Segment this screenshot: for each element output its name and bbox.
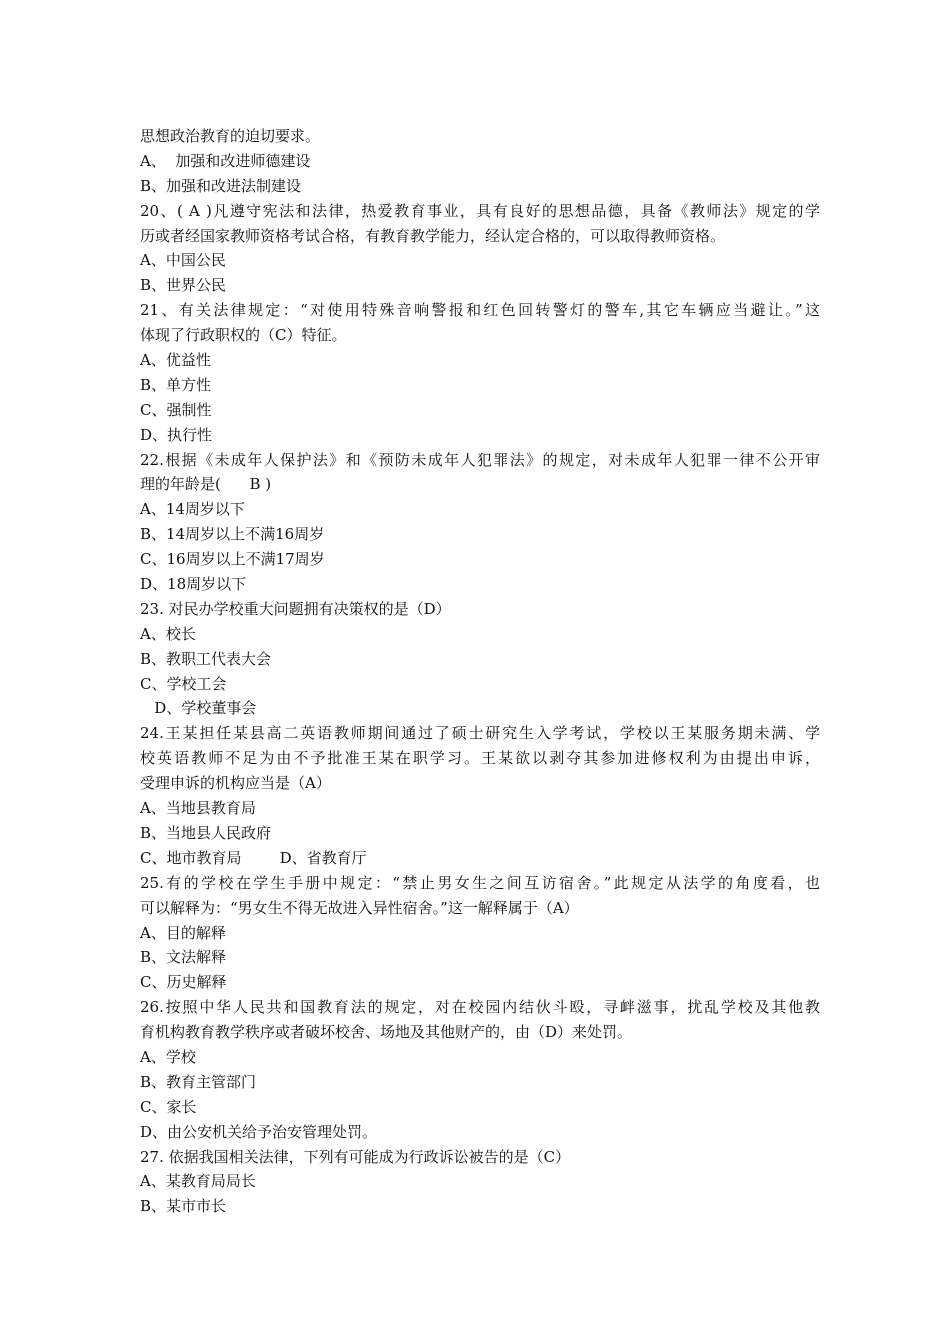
question-25: 25.有的学校在学生手册中规定：“禁止男女生之间互访宿舍。”此规定从法学的角度看，也 bbox=[140, 873, 820, 892]
question-24-continued: 校英语教师不足为由不予批准王某在职学习。王某欲以剥夺其参加进修权利为由提出申诉， bbox=[140, 749, 820, 768]
option-line: A、14周岁以下 bbox=[140, 500, 245, 519]
option-line: C、地市教育局 D、省教育厅 bbox=[140, 848, 367, 867]
option-line: B、教职工代表大会 bbox=[140, 649, 272, 668]
option-line: A、目的解释 bbox=[140, 923, 226, 942]
question-24-continued: 受理申诉的机构应当是（A） bbox=[140, 774, 331, 793]
question-26: 26.按照中华人民共和国教育法的规定，对在校园内结伙斗殴，寻衅滋事，扰乱学校及其他教 bbox=[140, 998, 820, 1017]
option-line: C、历史解释 bbox=[140, 973, 227, 992]
question-21-continued: 体现了行政职权的（C）特征。 bbox=[140, 326, 347, 345]
option-line: B、单方性 bbox=[140, 375, 212, 394]
option-line: A、学校 bbox=[140, 1047, 196, 1066]
question-20: 20、( A )凡遵守宪法和法律，热爱教育事业，具有良好的思想品德，具备《教师法》规定的学 bbox=[140, 201, 820, 220]
option-line: A、当地县教育局 bbox=[140, 799, 256, 818]
document-body bbox=[140, 124, 820, 1219]
option-line: B、当地县人民政府 bbox=[140, 823, 272, 842]
option-line: A、某教育局局长 bbox=[140, 1172, 256, 1191]
option-line: A、优益性 bbox=[140, 351, 211, 370]
option-line: C、学校工会 bbox=[140, 674, 227, 693]
question-26-continued: 育机构教育教学秩序或者破坏校舍、场地及其他财产的，由（D）来处罚。 bbox=[140, 1023, 633, 1042]
option-line: B、某市市长 bbox=[140, 1197, 227, 1216]
option-line: C、16周岁以上不满17周岁 bbox=[140, 550, 325, 569]
option-line: B、14周岁以上不满16周岁 bbox=[140, 525, 325, 544]
option-line: D、由公安机关给予治安管理处罚。 bbox=[140, 1122, 378, 1141]
question-22-continued: 理的年龄是( B ) bbox=[140, 475, 272, 494]
question-23: 23. 对民办学校重大问题拥有决策权的是（D） bbox=[140, 599, 451, 618]
option-line: A、中国公民 bbox=[140, 251, 226, 270]
question-22: 22.根据《未成年人保护法》和《预防未成年人犯罪法》的规定，对未成年人犯罪一律不公开审 bbox=[140, 450, 820, 469]
option-line: A、校长 bbox=[140, 624, 196, 643]
question-27: 27. 依据我国相关法律，下列有可能成为行政诉讼被告的是（C） bbox=[140, 1147, 571, 1166]
option-line: D、执行性 bbox=[140, 425, 213, 444]
question-20-continued: 历或者经国家教师资格考试合格，有教育教学能力，经认定合格的，可以取得教师资格。 bbox=[140, 226, 726, 245]
question-24: 24.王某担任某县高二英语教师期间通过了硕士研究生入学考试，学校以王某服务期未满、学 bbox=[140, 724, 820, 743]
option-line: C、家长 bbox=[140, 1097, 197, 1116]
option-line: C、强制性 bbox=[140, 400, 212, 419]
option-line: B、加强和改进法制建设 bbox=[140, 176, 302, 195]
option-line: B、教育主管部门 bbox=[140, 1072, 257, 1091]
option-line: A、 加强和改进师德建设 bbox=[140, 151, 311, 170]
question-21: 21、有关法律规定：“对使用特殊音响警报和红色回转警灯的警车,其它车辆应当避让。”这 bbox=[140, 301, 820, 320]
option-line: B、文法解释 bbox=[140, 948, 227, 967]
option-line: D、学校董事会 bbox=[140, 699, 257, 718]
question-25-continued: 可以解释为：“男女生不得无故进入异性宿舍。”这一解释属于（A） bbox=[140, 898, 579, 917]
text-line: 思想政治教育的迫切要求。 bbox=[140, 127, 321, 145]
option-line: D、18周岁以下 bbox=[140, 575, 247, 594]
option-line: B、世界公民 bbox=[140, 276, 227, 295]
